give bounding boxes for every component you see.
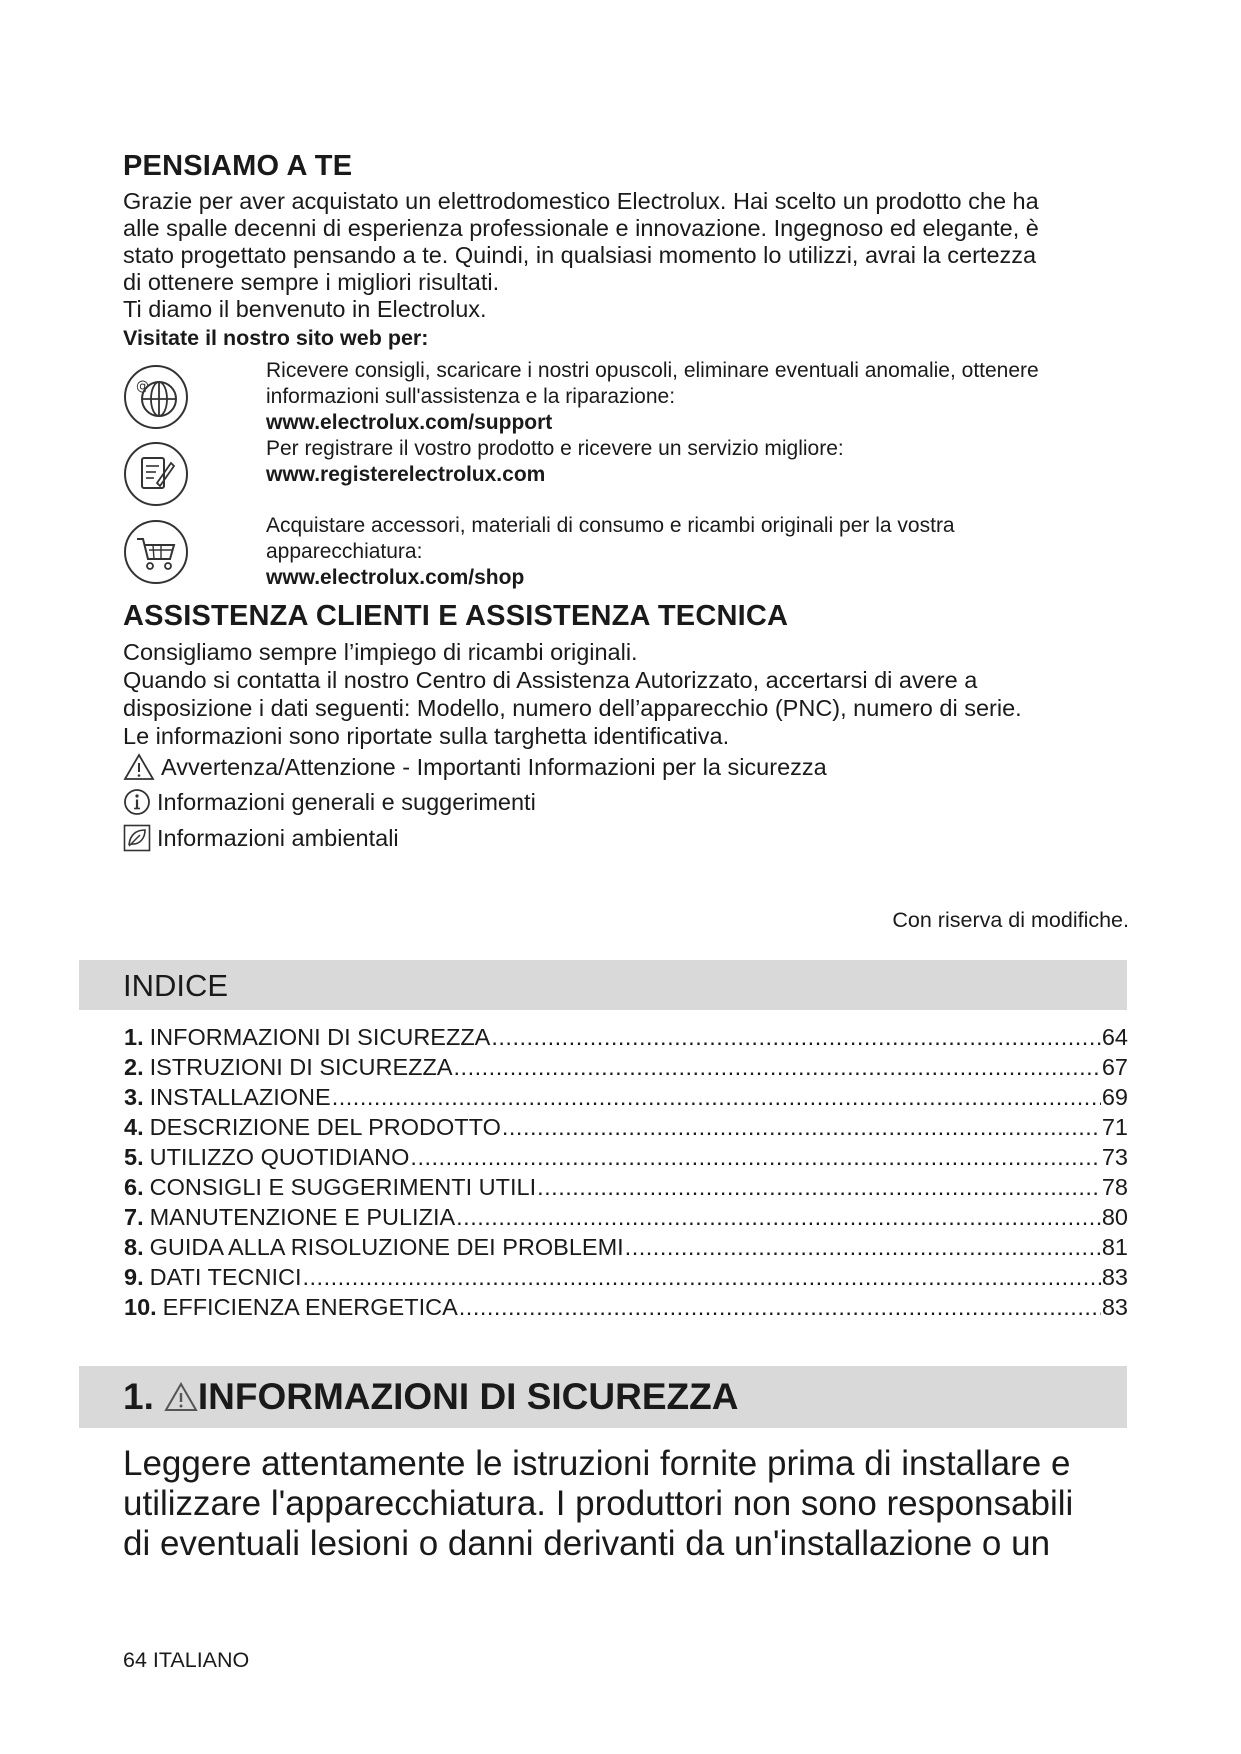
toc-item[interactable]: 10. EFFICIENZA ENERGETICA ..... 83 [124, 1294, 1128, 1324]
globe-icon [123, 364, 189, 430]
legend-warning: Avvertenza/Attenzione - Importanti Informazioni per la sicurezza [123, 753, 827, 781]
shopping-cart-icon [123, 519, 189, 585]
link-support: Ricevere consigli, scaricare i nostri opuscoli, eliminare eventuali anomalie, ottenere informazioni sull'assistenza e la riparazione: www.electrolux.com/support Per registrare il vostro prodotto e ricevere un servizio migliore: www.registerelectrolux.com [266, 358, 1126, 488]
toc-item[interactable]: 9. DATI TECNICI ..... 83 [124, 1264, 1128, 1294]
disclaimer: Con riserva di modifiche. [892, 908, 1129, 932]
visit-label: Visitate il nostro sito web per: [123, 326, 429, 350]
svg-text:@: @ [136, 379, 149, 394]
toc-item[interactable]: 8. GUIDA ALLA RISOLUZIONE DEI PROBLEMI ..... 81 [124, 1234, 1128, 1264]
info-icon [123, 788, 151, 816]
intro-paragraph [123, 188, 1133, 323]
shop-url[interactable]: www.electrolux.com/shop [266, 566, 525, 589]
toc-item[interactable]: 1. INFORMAZIONI DI SICUREZZA ..... 64 [124, 1024, 1128, 1054]
toc-item[interactable]: 6. CONSIGLI E SUGGERIMENTI UTILI ..... 78 [124, 1174, 1128, 1204]
support-url[interactable]: www.electrolux.com/support [266, 411, 553, 434]
toc-item[interactable]: 3. INSTALLAZIONE ..... 69 [124, 1084, 1128, 1114]
intro-line: di ottenere sempre i migliori risultati. [123, 269, 500, 295]
page-footer: 64 ITALIANO [123, 1648, 250, 1672]
intro-title: PENSIAMO A TE [123, 150, 353, 182]
intro-line: alle spalle decenni di esperienza professionale e innovazione. Ingegnoso ed elegante, è [123, 215, 1039, 241]
toc-item[interactable]: 2. ISTRUZIONI DI SICUREZZA ..... 67 [124, 1054, 1128, 1084]
link-shop: Acquistare accessori, materiali di consumo e ricambi originali per la vostra apparecchiatura: www.electrolux.com/shop [266, 513, 1126, 591]
leaf-icon [123, 824, 151, 852]
toc-title: INDICE [123, 968, 229, 1003]
legend-info: Informazioni generali e suggerimenti [123, 788, 536, 816]
intro-line: Grazie per aver acquistato un elettrodomestico Electrolux. Hai scelto un prodotto che ha [123, 188, 1039, 214]
section1-paragraph: Leggere attentamente le istruzioni fornite prima di installare e utilizzare l'apparecchiatura. I produttori non sono responsabili di eventuali lesioni o danni derivanti da un'installazione o un [123, 1444, 1074, 1563]
toc-item[interactable]: 4. DESCRIZIONE DEL PRODOTTO ..... 71 [124, 1114, 1128, 1144]
intro-welcome: Ti diamo il benvenuto in Electrolux. [123, 296, 487, 322]
register-url[interactable]: www.registerelectrolux.com [266, 463, 546, 486]
toc-item[interactable]: 7. MANUTENZIONE E PULIZIA ..... 80 [124, 1204, 1128, 1234]
toc-header-bar [79, 960, 1127, 1010]
warning-triangle-icon [123, 753, 155, 781]
register-form-icon [123, 441, 189, 507]
support-title: ASSISTENZA CLIENTI E ASSISTENZA TECNICA [123, 600, 789, 632]
intro-line: stato progettato pensando a te. Quindi, in qualsiasi momento lo utilizzi, avrai la certezza [123, 242, 1037, 268]
support-paragraph: Consigliamo sempre l’impiego di ricambi originali. Quando si contatta il nostro Centro di Assistenza Autorizzato, accertarsi di avere a disposizione i dati seguenti: Modello, numero dell’apparecchio (PNC), numero di serie. Le informazioni sono riportate sulla targhetta identificativa. [123, 639, 1022, 749]
toc-item[interactable]: 5. UTILIZZO QUOTIDIANO ..... 73 [124, 1144, 1128, 1174]
warning-triangle-icon [164, 1382, 198, 1412]
legend-environment: Informazioni ambientali [123, 824, 399, 852]
section1-title: 1. INFORMAZIONI DI SICUREZZA [123, 1376, 739, 1417]
